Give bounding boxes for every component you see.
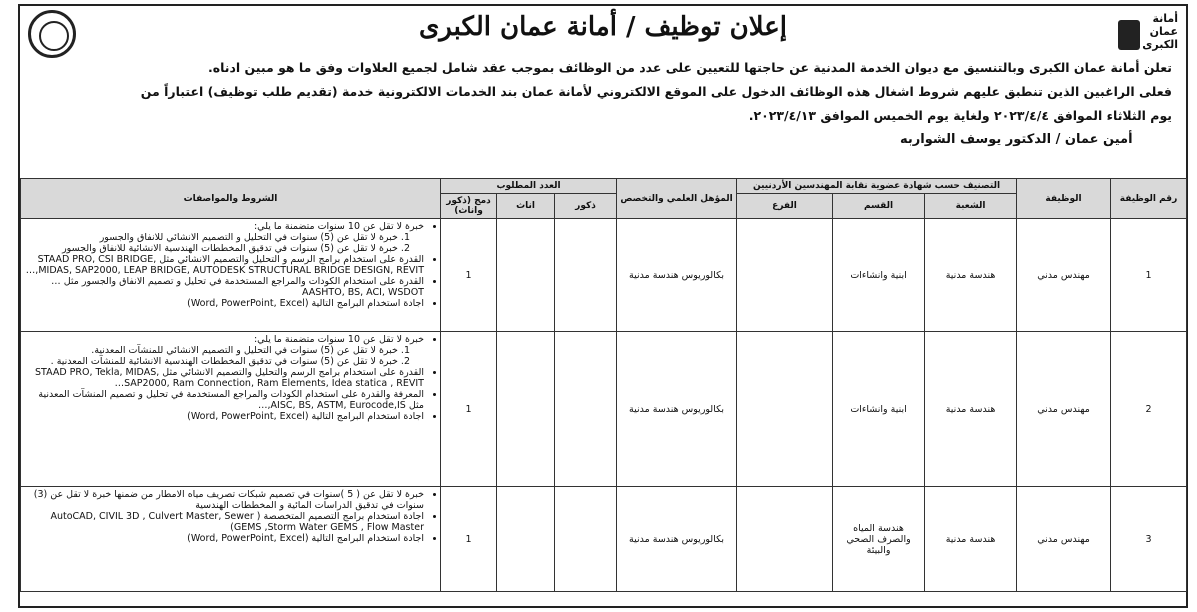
qualification-cell: بكالوريوس هندسة مدنية (617, 487, 737, 592)
mixed-cell: 1 (441, 332, 497, 487)
announcement-header (20, 6, 1186, 178)
table-row (21, 219, 1187, 332)
intro-paragraph: تعلن أمانة عمان الكبرى وبالتنسيق مع ديوان الخدمة المدنية عن حاجتها للتعيين على عدد من الوظائف بموجب عقد شامل لجميع العلاوات وفق ما هو مبين ادناه. (207, 60, 1172, 75)
condition-subitem: 1. خبرة لا تقل عن (5) سنوات في التحليل و التصميم الانشائي للانفاق والجسور (99, 232, 410, 243)
conditions-cell (21, 219, 441, 332)
mixed-cell: 1 (441, 487, 497, 592)
condition-item: • القدرة على استخدام برامج الرسم و التحليل والتصميم الانشائي مثل STAAD PRO, CSI BRIDGE, MIDAS, SAP2000, LEAP BRIDGE, AUTODESK STRUCTURAL BRIDGE DESIGN, REVIT,… (24, 254, 424, 276)
col-header-section: القسم (833, 194, 925, 219)
male-cell (555, 332, 617, 487)
branch-cell (737, 219, 833, 332)
signature: أمين عمان / الدكتور يوسف الشواربه (900, 132, 1133, 147)
table-row (21, 487, 1187, 592)
section-cell: هندسة المياه والصرف الصحي والبيئة (833, 487, 925, 592)
branch-cell (737, 487, 833, 592)
conditions-list (24, 334, 434, 422)
job-no-cell: 3 (1111, 487, 1187, 592)
condition-item: • اجادة استخدام البرامج التالية (Word, PowerPoint, Excel) (24, 411, 424, 422)
job-no-cell: 2 (1111, 332, 1187, 487)
logo-text-line: أمانة (1152, 12, 1178, 25)
job-cell: مهندس مدني (1017, 219, 1111, 332)
logo-text-line: عمان (1149, 25, 1178, 38)
male-cell (555, 487, 617, 592)
jobs-table (20, 178, 1187, 592)
col-header-branch: الفرع (737, 194, 833, 219)
col-header-count: العدد المطلوب (441, 179, 617, 194)
condition-item: • القدرة على استخدام الكودات والمراجع المستخدمة في تحليل و تصميم الانفاق والجسور مثل … AASHTO, BS, ACI, WSDOT (24, 276, 424, 298)
condition-subitem: 2. خبرة لا تقل عن (5) سنوات في تدقيق المخططات الهندسية الانشائية للانفاق والجسور (62, 243, 410, 254)
mixed-cell: 1 (441, 219, 497, 332)
job-no-cell: 1 (1111, 219, 1187, 332)
section-cell: ابنية وانشاءات (833, 332, 925, 487)
female-cell (497, 219, 555, 332)
intro-paragraph: يوم الثلاثاء الموافق ٢٠٢٣/٤/٤ ولغاية يوم الخميس الموافق ٢٠٢٣/٤/١٣. (748, 108, 1172, 123)
condition-item: • اجادة استخدام البرامج التالية (Word, PowerPoint, Excel) (24, 533, 424, 544)
col-header-female: اناث (497, 194, 555, 219)
job-announcement-page (18, 4, 1188, 608)
condition-subitem: 2. خبرة لا تقل عن (5) سنوات في تدقيق المخططات الهندسية الانشائية للمنشآت المعدنية . (50, 356, 410, 367)
condition-item: • المعرفة والقدرة على استخدام الكودات والمراجع المستخدمة في تحليل و تصميم المنشآت المعدنية مثل AISC, BS, ASTM, Eurocode,IS,… (24, 389, 424, 411)
col-header-mixed: دمج (ذكور واناث) (441, 194, 497, 219)
condition-item: • خبرة لا تقل عن 10 سنوات متضمنة ما يلي: (24, 334, 424, 345)
division-cell: هندسة مدنية (925, 219, 1017, 332)
division-cell: هندسة مدنية (925, 332, 1017, 487)
table-row (21, 332, 1187, 487)
condition-item: • خبرة لا تقل عن ( 5 )سنوات في تصميم شبكات تصريف مياه الامطار من ضمنها خبرة لا تقل عن (3) سنوات في تدقيق الدراسات المائية و المخططات الهندسية (24, 489, 424, 511)
intro-paragraph: فعلى الراغبين الذين تنطبق عليهم شروط اشغال هذه الوظائف الدخول على الموقع الالكتروني لأمانة عمان بند الخدمات الالكترونية خدمة (تقديم طلب توظيف) اعتباراً من (140, 84, 1172, 99)
job-cell: مهندس مدني (1017, 332, 1111, 487)
condition-item: • اجادة استخدام البرامج التالية (Word, PowerPoint, Excel) (24, 298, 424, 309)
division-cell: هندسة مدنية (925, 487, 1017, 592)
col-header-classification: التصنيف حسب شهادة عضوية نقابة المهندسين الأردنيين (737, 179, 1017, 194)
col-header-conditions: الشروط والمواصفات (21, 179, 441, 219)
col-header-division: الشعبة (925, 194, 1017, 219)
conditions-list (24, 489, 434, 544)
condition-item: • اجادة استخدام برامج التصميم المتخصصة ( AutoCAD, CIVIL 3D , Culvert Master, Sewer GEMS ,Storm Water GEMS , Flow Master) (24, 511, 424, 533)
col-header-job-no: رقم الوظيفة (1111, 179, 1187, 219)
page-title: إعلان توظيف / أمانة عمان الكبرى (418, 12, 788, 42)
conditions-list (24, 221, 434, 309)
col-header-qualification: المؤهل العلمي والتخصص (617, 179, 737, 219)
col-header-job: الوظيفة (1017, 179, 1111, 219)
job-cell: مهندس مدني (1017, 487, 1111, 592)
conditions-cell (21, 332, 441, 487)
female-cell (497, 332, 555, 487)
condition-item: • خبرة لا تقل عن 10 سنوات متضمنة ما يلي: (24, 221, 424, 232)
conditions-cell (21, 487, 441, 592)
condition-subitem: 1. خبرة لا تقل عن (5) سنوات في التحليل و التصميم الانشائي للمنشآت المعدنية. (91, 345, 410, 356)
female-cell (497, 487, 555, 592)
branch-cell (737, 332, 833, 487)
announcement-intro (34, 56, 1172, 128)
logo-text-line: الكبرى (1142, 38, 1178, 51)
section-cell: ابنية وانشاءات (833, 219, 925, 332)
male-cell (555, 219, 617, 332)
col-header-male: ذكور (555, 194, 617, 219)
qualification-cell: بكالوريوس هندسة مدنية (617, 332, 737, 487)
condition-item: • القدرة على استخدام برامج الرسم والتحليل والتصميم الانشائي مثل STAAD PRO, Tekla, MIDAS, SAP2000, Ram Connection, Ram Elements, Idea statica , REVIT… (24, 367, 424, 389)
qualification-cell: بكالوريوس هندسة مدنية (617, 219, 737, 332)
